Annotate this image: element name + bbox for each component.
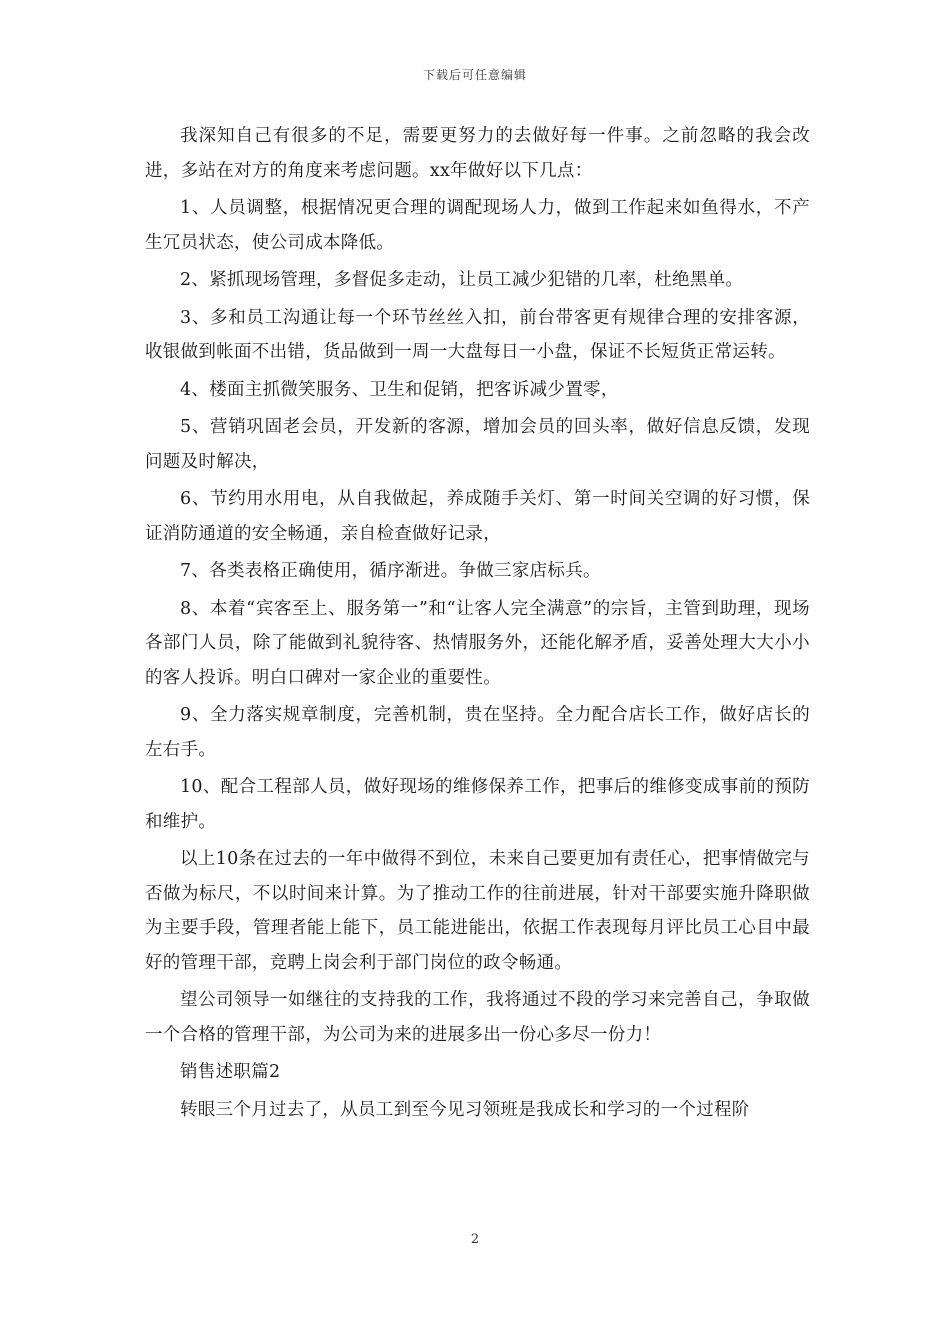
paragraph-item-6: 6、节约用水用电，从自我做起，养成随手关灯、第一时间关空调的好习惯，保证消防通道的安全畅通，亲自检查做好记录， — [145, 489, 810, 544]
paragraph-summary: 以上10条在过去的一年中做得不到位，未来自己要更加有责任心，把事情做完与否做为标尺，不以时间来计算。为了推动工作的往前进展，针对干部要实施升降职做为主要手段，管理者能上能下，员工能进能出，依据工作表现每月评比员工心目中最好的管理干部，竞聘上岗会利于部门岗位的政令畅通。 — [145, 849, 810, 973]
paragraph-item-5: 5、营销巩固老会员，开发新的客源，增加会员的回头率，做好信息反馈，发现问题及时解决， — [145, 417, 810, 472]
paragraph-item-7: 7、各类表格正确使用，循序渐进。争做三家店标兵。 — [180, 561, 601, 581]
paragraph-item-9: 9、全力落实规章制度，完善机制，贵在坚持。全力配合店长工作，做好店长的左右手。 — [145, 705, 810, 760]
paragraph-section-start: 转眼三个月过去了，从员工到至今见习领班是我成长和学习的一个过程阶 — [180, 1099, 750, 1120]
page-header: 下载后可任意编辑 — [422, 68, 527, 82]
paragraph-item-8: 8、本着“宾客至上、服务第一”和“让客人完全满意”的宗旨，主管到助理，现场各部门人员，除了能做到礼貌待客、热情服务外，还能化解矛盾，妥善处理大大小小的客人投诉。明白口碑对一家企业的重要性。 — [145, 598, 810, 688]
page-number: 2 — [470, 1232, 480, 1247]
paragraph-closing: 望公司领导一如继往的支持我的工作，我将通过不段的学习来完善自己，争取做一个合格的管理干部，为公司为来的进展多出一份心多尽一份力！ — [145, 990, 810, 1045]
paragraph-item-2: 2、紧抓现场管理，多督促多走动，让员工减少犯错的几率，杜绝黑单。 — [180, 270, 744, 290]
paragraph-item-10: 10、配合工程部人员，做好现场的维修保养工作，把事后的维修变成事前的预防和维护。 — [145, 777, 810, 832]
paragraph-intro: 我深知自己有很多的不足，需要更努力的去做好每一件事。之前忽略的我会改进，多站在对方的角度来考虑问题。xx年做好以下几点： — [145, 126, 810, 181]
paragraph-item-4: 4、楼面主抓微笑服务、卫生和促销，把客诉减少置零， — [180, 379, 619, 400]
section-heading: 销售述职篇2 — [180, 1062, 281, 1082]
paragraph-item-3: 3、多和员工沟通让每一个环节丝丝入扣，前台带客更有规律合理的安排客源，收银做到帐面不出错，货品做到一周一大盘每日一小盘，保证不长短货正常运转。 — [145, 307, 810, 362]
document-body — [145, 119, 810, 1130]
paragraph-item-1: 1、人员调整，根据情况更合理的调配现场人力，做到工作起来如鱼得水，不产生冗员状态，使公司成本降低。 — [145, 198, 810, 253]
